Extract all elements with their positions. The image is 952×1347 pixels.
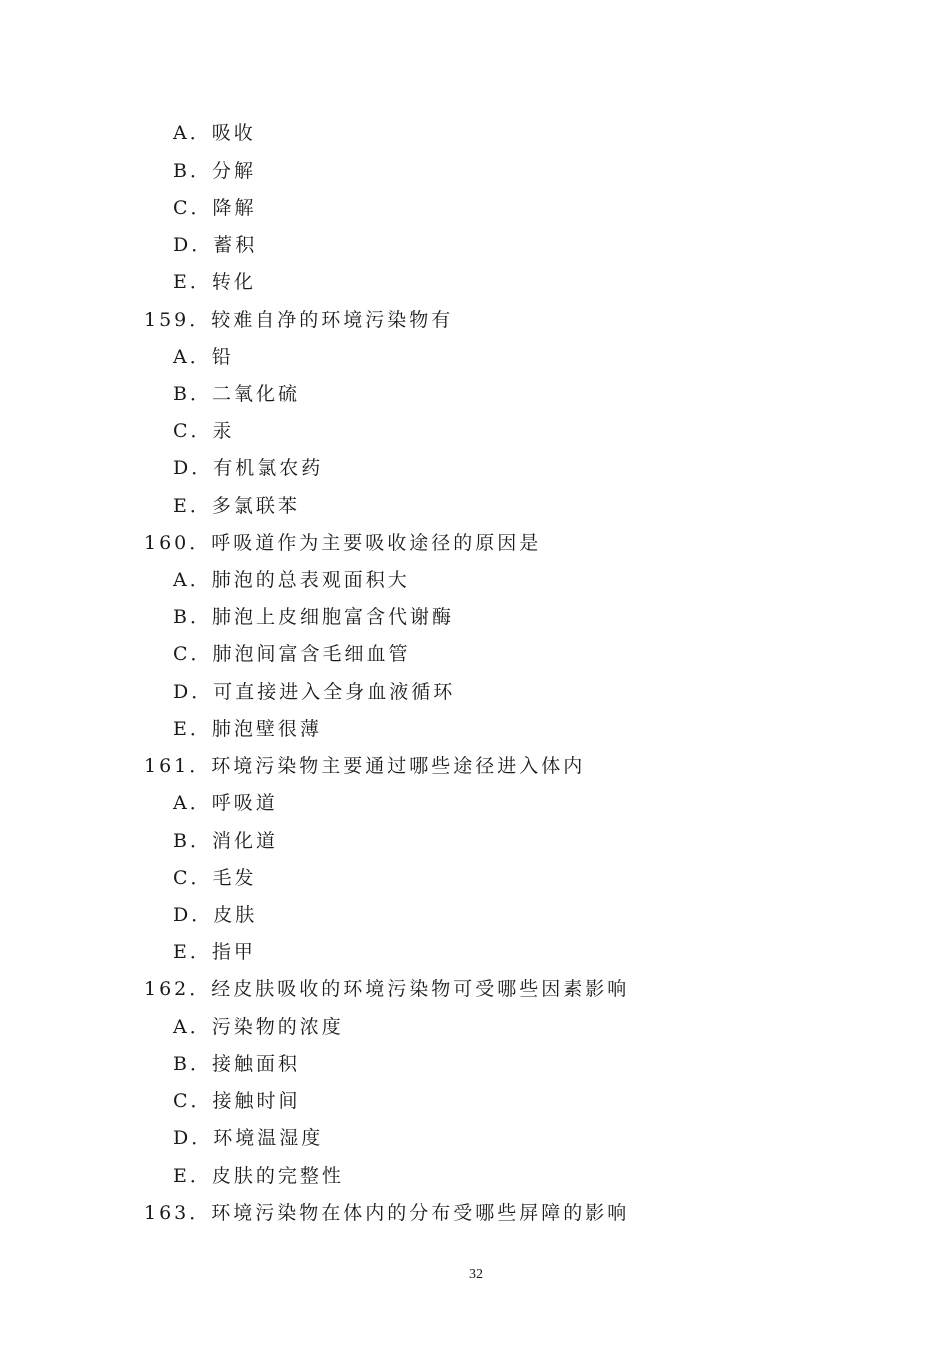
question-160: 160．呼吸道作为主要吸收途径的原因是 — [144, 532, 542, 554]
option-d: D．蓄积 — [173, 234, 258, 256]
option-d: D．皮肤 — [173, 904, 258, 926]
option-d: D．有机氯农药 — [173, 457, 324, 479]
option-e: E．指甲 — [173, 941, 256, 963]
question-163: 163．环境污染物在体内的分布受哪些屏障的影响 — [144, 1202, 630, 1224]
option-e: E．转化 — [173, 271, 256, 293]
option-c: C．降解 — [173, 197, 257, 219]
option-b: B．二氧化硫 — [173, 383, 300, 405]
option-b: B．消化道 — [173, 830, 278, 852]
option-a: A．铅 — [173, 346, 234, 368]
option-b: B．分解 — [173, 160, 256, 182]
option-d: D．环境温湿度 — [173, 1127, 324, 1149]
question-162: 162．经皮肤吸收的环境污染物可受哪些因素影响 — [144, 978, 630, 1000]
option-b: B．接触面积 — [173, 1053, 300, 1075]
option-e: E．皮肤的完整性 — [173, 1165, 344, 1187]
option-e: E．多氯联苯 — [173, 495, 300, 517]
option-a: A．污染物的浓度 — [173, 1016, 344, 1038]
option-d: D．可直接进入全身血液循环 — [173, 681, 456, 703]
option-a: A．吸收 — [173, 122, 256, 144]
option-a: A．肺泡的总表观面积大 — [173, 569, 410, 591]
option-c: C．肺泡间富含毛细血管 — [173, 643, 411, 665]
question-161: 161．环境污染物主要通过哪些途径进入体内 — [144, 755, 586, 777]
page-number: 32 — [469, 1267, 483, 1282]
option-e: E．肺泡壁很薄 — [173, 718, 322, 740]
question-159: 159．较难自净的环境污染物有 — [144, 309, 454, 331]
option-c: C．接触时间 — [173, 1090, 301, 1112]
option-c: C．汞 — [173, 420, 235, 442]
option-a: A．呼吸道 — [173, 792, 278, 814]
option-c: C．毛发 — [173, 867, 257, 889]
option-b: B．肺泡上皮细胞富含代谢酶 — [173, 606, 454, 628]
